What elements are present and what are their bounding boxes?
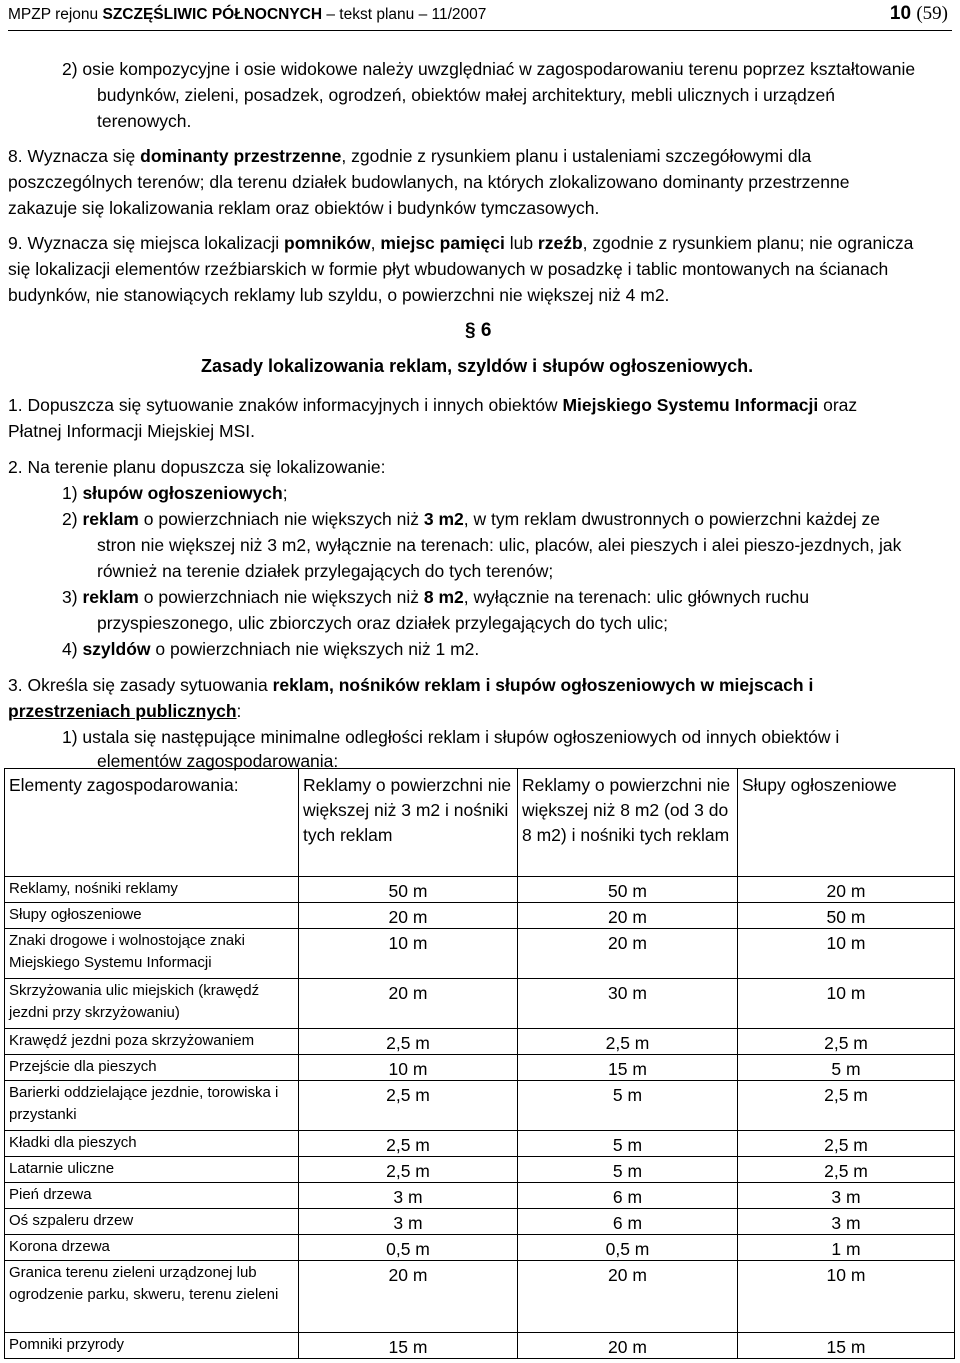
bold-text: 8 m2 [423, 587, 464, 607]
distance-cell: 10 m [738, 1261, 955, 1333]
distance-cell: 10 m [299, 929, 518, 979]
text-run: 9. Wyznacza się miejsca lokalizacji [8, 233, 285, 253]
text-run: 1) ustala się następujące minimalne odległości reklam i słupów ogłoszeniowych od innych obiektów i [62, 727, 840, 747]
distance-cell: 10 m [738, 929, 955, 979]
distance-cell: 6 m [518, 1209, 738, 1235]
distance-cell: 20 m [518, 1261, 738, 1333]
text-run: terenowych. [97, 111, 192, 131]
section-symbol: § 6 [465, 320, 492, 341]
distance-cell: 6 m [518, 1183, 738, 1209]
distance-cell: 15 m [518, 1055, 738, 1081]
page-number [890, 3, 948, 25]
text-line-s2d [97, 534, 901, 556]
text-run: , zgodnie z rysunkiem planu i ustaleniami szczegółowymi dla [341, 146, 812, 166]
distance-cell: 2,5 m [738, 1157, 955, 1183]
text-run: elementów zagospodarowania: [97, 751, 339, 771]
text-run: o powierzchniach nie większych niż [138, 587, 424, 607]
table-row [5, 1081, 955, 1131]
text-run: 2) osie kompozycyjne i osie widokowe należy uwzględniać w zagospodarowaniu terenu poprzez kształtowanie [62, 59, 916, 79]
table-row [5, 1131, 955, 1157]
text-run: ; [282, 483, 288, 503]
row-label: Latarnie uliczne [5, 1157, 299, 1183]
distance-cell: 50 m [299, 877, 518, 903]
distance-cell: 3 m [299, 1209, 518, 1235]
text-run: , zgodnie z rysunkiem planu; nie ogranicza [582, 233, 914, 253]
row-label: Krawędź jezdni poza skrzyżowaniem [5, 1029, 299, 1055]
distance-cell: 15 m [738, 1333, 955, 1359]
distance-cell: 20 m [738, 877, 955, 903]
text-run: 3) [62, 587, 83, 607]
text-line-p9b [8, 258, 888, 280]
distance-cell: 3 m [738, 1209, 955, 1235]
column-header: Reklamy o powierzchni nie większej niż 8 m2 (od 3 do 8 m2) i nośniki tych reklam [518, 769, 738, 877]
title-suffix: – tekst planu – 11/2007 [322, 6, 487, 23]
row-label: Oś szpaleru drzew [5, 1209, 299, 1235]
distance-cell: 2,5 m [738, 1081, 955, 1131]
text-line-p7b [97, 84, 835, 106]
text-line-p7c [97, 110, 191, 132]
total-pages: (59) [916, 3, 948, 24]
distance-cell: 2,5 m [299, 1157, 518, 1183]
text-line-s3b [8, 700, 241, 722]
bold-text: 3 m2 [423, 509, 464, 529]
table-row [5, 877, 955, 903]
row-label: Skrzyżowania ulic miejskich (krawędź jezdni przy skrzyżowaniu) [5, 979, 299, 1029]
bold-text: miejsc pamięci [380, 233, 505, 253]
distance-cell: 15 m [299, 1333, 518, 1359]
title-district: SZCZĘŚLIWIC PÓŁNOCNYCH [102, 6, 323, 23]
distance-cell: 5 m [518, 1157, 738, 1183]
column-header: Słupy ogłoszeniowe [738, 769, 955, 877]
table-row [5, 1157, 955, 1183]
text-run: 2. Na terenie planu dopuszcza się lokalizowanie: [8, 457, 386, 477]
text-run: się lokalizacji elementów rzeźbiarskich w formie płyt wbudowanych w posadzkę i tablic montowanych na ścianach [8, 259, 889, 279]
distance-cell: 20 m [299, 979, 518, 1029]
distance-cell: 5 m [738, 1055, 955, 1081]
text-line-s2e [97, 560, 553, 582]
distance-cell: 2,5 m [518, 1029, 738, 1055]
text-line-s2f [62, 586, 809, 608]
text-run: 3. Określa się zasady sytuowania [8, 675, 273, 695]
document-title [8, 6, 486, 24]
text-run: , [370, 233, 381, 253]
distance-cell: 2,5 m [738, 1029, 955, 1055]
table-row [5, 1235, 955, 1261]
text-run: stron nie większej niż 3 m2, wyłącznie na terenach: ulic, placów, alei pieszych i alei pieszo-jezdnych, jak [97, 535, 902, 555]
distance-cell: 3 m [738, 1183, 955, 1209]
table-row [5, 1183, 955, 1209]
table-header-row [5, 769, 955, 877]
text-run: budynków, nie stanowiących reklamy lub szyldu, o powierzchni nie większej niż 4 m2. [8, 285, 670, 305]
bold-text: reklam [82, 587, 139, 607]
distance-cell: 5 m [518, 1131, 738, 1157]
text-line-p8c [8, 197, 599, 219]
bold-text: szyldów [82, 639, 151, 659]
distance-cell: 50 m [518, 877, 738, 903]
bold-text: reklam [82, 509, 139, 529]
text-line-s3c [62, 726, 839, 748]
row-label: Pomniki przyrody [5, 1333, 299, 1359]
text-line-p9a [8, 232, 913, 254]
text-run: , w tym reklam dwustronnych o powierzchni każdej ze [463, 509, 881, 529]
row-label: Granica terenu zieleni urządzonej lub ogrodzenie parku, skweru, terenu zieleni [5, 1261, 299, 1333]
distance-cell: 30 m [518, 979, 738, 1029]
table-row [5, 1261, 955, 1333]
page-header [8, 0, 952, 31]
distance-cell: 2,5 m [299, 1029, 518, 1055]
bold-text: pomników [284, 233, 371, 253]
row-label: Przejście dla pieszych [5, 1055, 299, 1081]
table-row [5, 903, 955, 929]
distance-cell: 50 m [738, 903, 955, 929]
current-page: 10 [889, 3, 912, 24]
bold-text: Miejskiego Systemu Informacji [562, 395, 819, 415]
text-line-s2a [8, 456, 385, 478]
text-run: o powierzchniach nie większych niż [138, 509, 424, 529]
text-line-p9c [8, 284, 669, 306]
row-label: Kładki dla pieszych [5, 1131, 299, 1157]
text-run: 4) [62, 639, 83, 659]
distance-cell: 1 m [738, 1235, 955, 1261]
distance-cell: 20 m [299, 903, 518, 929]
section-title: Zasady lokalizowania reklam, szyldów i słupów ogłoszeniowych. [201, 356, 754, 376]
row-label: Barierki oddzielające jezdnie, torowiska i przystanki [5, 1081, 299, 1131]
text-run: : [236, 701, 242, 721]
distance-cell: 0,5 m [299, 1235, 518, 1261]
table-row [5, 1209, 955, 1235]
text-run: poszczególnych terenów; dla terenu działek budowlanych, na których zlokalizowano dominanty przestrzenne [8, 172, 850, 192]
bold-text: słupów ogłoszeniowych [82, 483, 283, 503]
text-run: o powierzchniach nie większych niż 1 m2. [150, 639, 480, 659]
table-row [5, 1333, 955, 1359]
table-row [5, 1055, 955, 1081]
text-run: również na terenie działek przylegających do tych terenów; [97, 561, 554, 581]
distance-cell: 20 m [518, 903, 738, 929]
text-run: Płatnej Informacji Miejskiej MSI. [8, 421, 256, 441]
text-line-s2h [62, 638, 479, 660]
distance-table [4, 768, 955, 1359]
text-run: 2) [62, 509, 83, 529]
distance-cell: 2,5 m [738, 1131, 955, 1157]
bold-text: przestrzeniach publicznych [8, 701, 237, 721]
table-row [5, 1029, 955, 1055]
text-line-s1a [8, 394, 857, 416]
distance-cell: 0,5 m [518, 1235, 738, 1261]
text-run: budynków, zieleni, posadzek, ogrodzeń, obiektów małej architektury, mebli ulicznych i urządzeń [97, 85, 835, 105]
row-label: Reklamy, nośniki reklamy [5, 877, 299, 903]
table-row [5, 929, 955, 979]
text-run: 8. Wyznacza się [8, 146, 141, 166]
distance-cell: 2,5 m [299, 1081, 518, 1131]
text-line-p8b [8, 171, 849, 193]
distance-cell: 10 m [738, 979, 955, 1029]
text-run: 1) [62, 483, 83, 503]
distance-cell: 3 m [299, 1183, 518, 1209]
distance-cell: 5 m [518, 1081, 738, 1131]
title-prefix: MPZP rejonu [8, 6, 103, 23]
text-run: zakazuje się lokalizowania reklam oraz obiektów i budynków tymczasowych. [8, 198, 600, 218]
bold-text: reklam, nośników reklam i słupów ogłoszeniowych w miejscach i [272, 675, 814, 695]
bold-text: rzeźb [537, 233, 583, 253]
text-run: 1. Dopuszcza się sytuowanie znaków informacyjnych i innych obiektów [8, 395, 563, 415]
text-line-s3a [8, 674, 813, 696]
distance-cell: 10 m [299, 1055, 518, 1081]
row-label: Znaki drogowe i wolnostojące znaki Miejskiego Systemu Informacji [5, 929, 299, 979]
text-line-p8a [8, 145, 811, 167]
text-line-s2g [97, 612, 668, 634]
distance-cell: 20 m [299, 1261, 518, 1333]
distance-cell: 20 m [518, 1333, 738, 1359]
bold-text: dominanty przestrzenne [140, 146, 342, 166]
text-line-s2b [62, 482, 288, 504]
text-line-p7a [62, 58, 915, 80]
text-run: oraz [818, 395, 858, 415]
distance-cell: 2,5 m [299, 1131, 518, 1157]
text-line-s2c [62, 508, 880, 530]
text-run: przyspieszonego, ulic zbiorczych oraz działek przylegających do tych ulic; [97, 613, 668, 633]
row-label: Korona drzewa [5, 1235, 299, 1261]
table-row [5, 979, 955, 1029]
text-run: lub [504, 233, 538, 253]
distance-cell: 20 m [518, 929, 738, 979]
row-label: Pień drzewa [5, 1183, 299, 1209]
column-header: Elementy zagospodarowania: [5, 769, 299, 877]
column-header: Reklamy o powierzchni nie większej niż 3 m2 i nośniki tych reklam [299, 769, 518, 877]
row-label: Słupy ogłoszeniowe [5, 903, 299, 929]
text-line-s1b [8, 420, 255, 442]
text-run: , wyłącznie na terenach: ulic głównych ruchu [463, 587, 810, 607]
